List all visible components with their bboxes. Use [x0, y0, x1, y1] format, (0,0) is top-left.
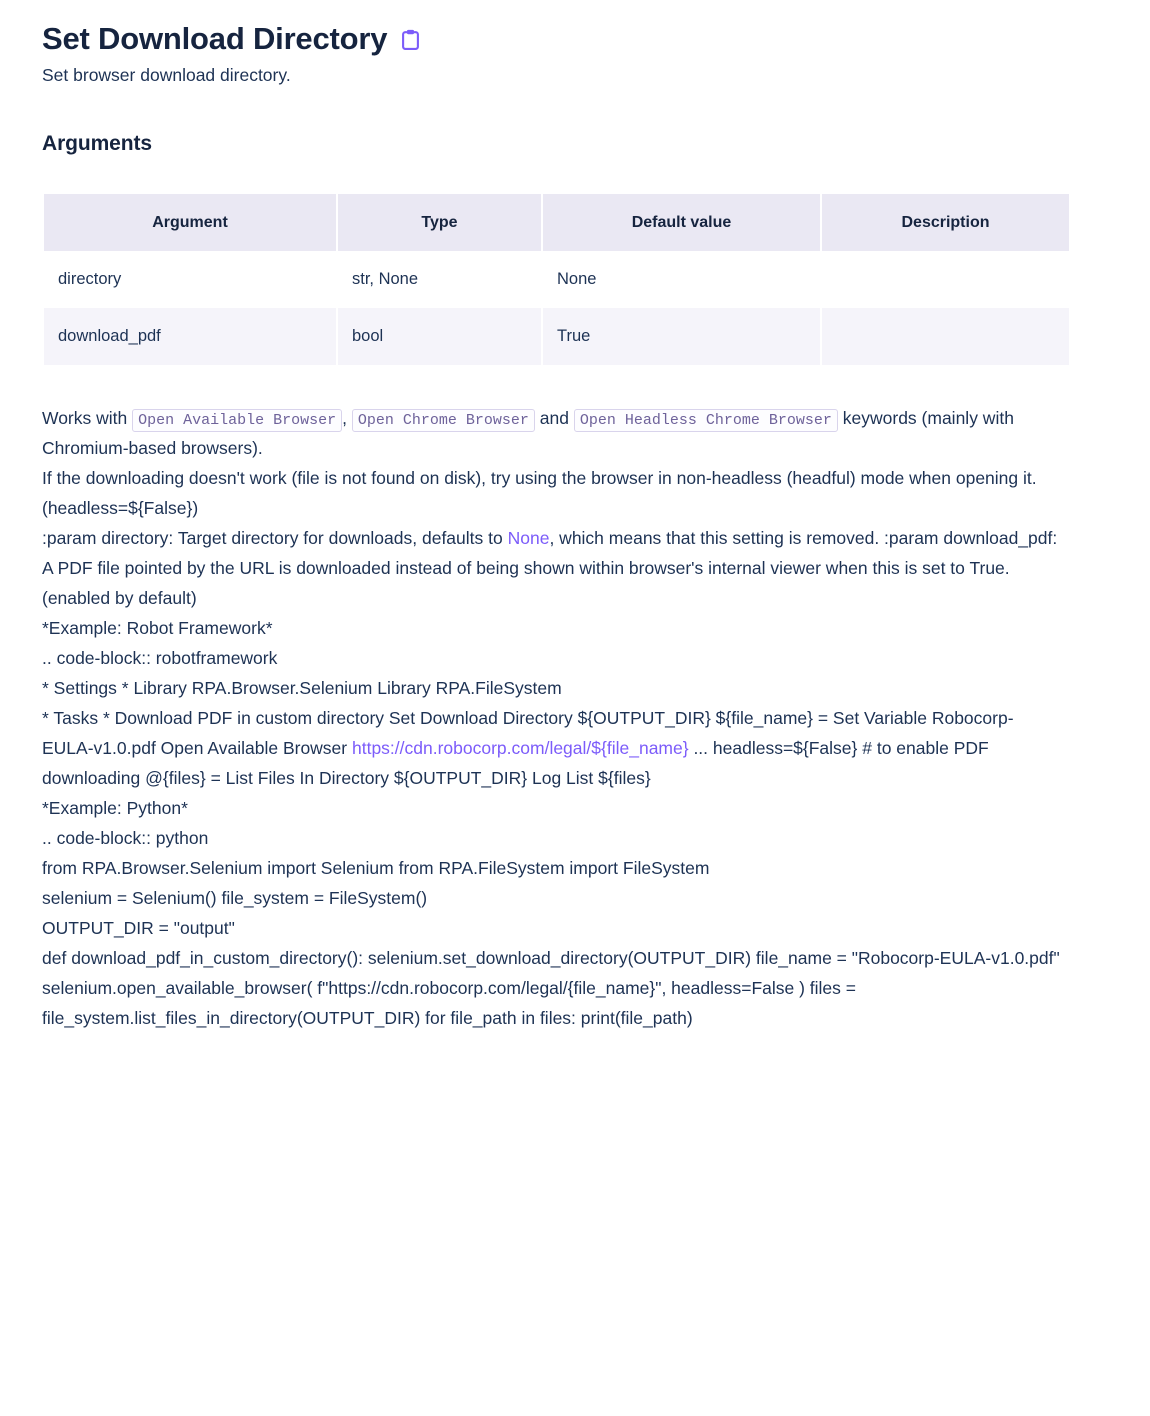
- params-prefix: :param directory: Target directory for downloads, defaults to: [42, 528, 508, 548]
- cell-argument: directory: [44, 251, 336, 308]
- lead-description: Set browser download directory.: [42, 65, 291, 85]
- column-header-argument: Argument: [44, 194, 336, 251]
- tasks-section-robotframework: [42, 703, 1064, 793]
- example-robotframework-heading: *Example: Robot Framework*: [42, 618, 273, 638]
- keyword-open-headless-chrome-browser: Open Headless Chrome Browser: [574, 409, 838, 432]
- headless-note-paragraph: If the downloading doesn't work (file is not found on disk), try using the browser in non-headless (headful) mode when opening it. (headless=${False}): [42, 468, 1037, 518]
- page-title: [42, 18, 1064, 60]
- table-body: [44, 251, 1069, 365]
- arguments-heading: Arguments: [42, 132, 152, 155]
- table-header-row: [44, 194, 1069, 251]
- cell-type: str, None: [338, 251, 541, 308]
- cell-description: [822, 251, 1069, 308]
- python-output-dir: OUTPUT_DIR = "output": [42, 918, 235, 938]
- clipboard-icon[interactable]: [400, 27, 420, 51]
- python-function-body: def download_pdf_in_custom_directory(): selenium.set_download_directory(OUTPUT_DIR) file_name = "Robocorp-EULA-v1.0.pdf" selenium.open_available_browser( f"https://cdn.robocorp.com/legal/{file_name}", headless=False ) files = file_system.list_files_in_directory(OUTPUT_DIR) for file_path in files: print(file_path): [42, 948, 1060, 1028]
- tasks-prefix: * Tasks * Download PDF in custom directory Set Download Directory ${OUTPUT_DIR} ${file_name} = Set Variable Robocorp-EULA-v1.0.pdf Open Available Browser: [42, 708, 1014, 758]
- codeblock-directive-python: .. code-block:: python: [42, 828, 209, 848]
- params-paragraph: [42, 523, 1064, 613]
- python-instances: selenium = Selenium() file_system = FileSystem(): [42, 888, 428, 908]
- example-python-heading: *Example: Python*: [42, 798, 188, 818]
- column-header-default-value: Default value: [543, 194, 820, 251]
- table-row: [44, 308, 1069, 365]
- tasks-suffix: ... headless=${False} # to enable PDF downloading @{files} = List Files In Directory ${OUTPUT_DIR} Log List ${files}: [42, 738, 989, 788]
- page-title-text: Set Download Directory: [42, 21, 388, 56]
- keyword-open-chrome-browser: Open Chrome Browser: [352, 409, 535, 432]
- cdn-robocorp-url-link[interactable]: https://cdn.robocorp.com/legal/${file_name}: [351, 738, 689, 758]
- codeblock-directive-robotframework: .. code-block:: robotframework: [42, 648, 278, 668]
- works-with-suffix: keywords (mainly with Chromium-based browsers).: [42, 408, 1014, 458]
- works-with-separator-2: and: [534, 408, 574, 428]
- python-imports: from RPA.Browser.Selenium import Selenium from RPA.FileSystem import FileSystem: [42, 858, 710, 878]
- keyword-open-available-browser: Open Available Browser: [132, 409, 342, 432]
- column-header-type: Type: [338, 194, 541, 251]
- cell-default-value: True: [543, 308, 820, 365]
- table-row: [44, 251, 1069, 308]
- works-with-paragraph: [42, 403, 1064, 463]
- arguments-table: [42, 194, 1071, 365]
- cell-argument: download_pdf: [44, 308, 336, 365]
- works-with-prefix: Works with: [42, 408, 133, 428]
- cell-type: bool: [338, 308, 541, 365]
- params-suffix: , which means that this setting is removed. :param download_pdf: A PDF file pointed by the URL is downloaded instead of being shown within browser's internal viewer when this is set to True. (enabled by default): [42, 528, 1058, 608]
- cell-default-value: None: [543, 251, 820, 308]
- cell-description: [822, 308, 1069, 365]
- none-link[interactable]: None: [507, 528, 550, 548]
- arguments-table-wrapper: [42, 194, 1064, 365]
- settings-section-robotframework: * Settings * Library RPA.Browser.Selenium Library RPA.FileSystem: [42, 678, 562, 698]
- column-header-description: Description: [822, 194, 1069, 251]
- works-with-separator-1: ,: [342, 408, 352, 428]
- table-header: [44, 194, 1069, 251]
